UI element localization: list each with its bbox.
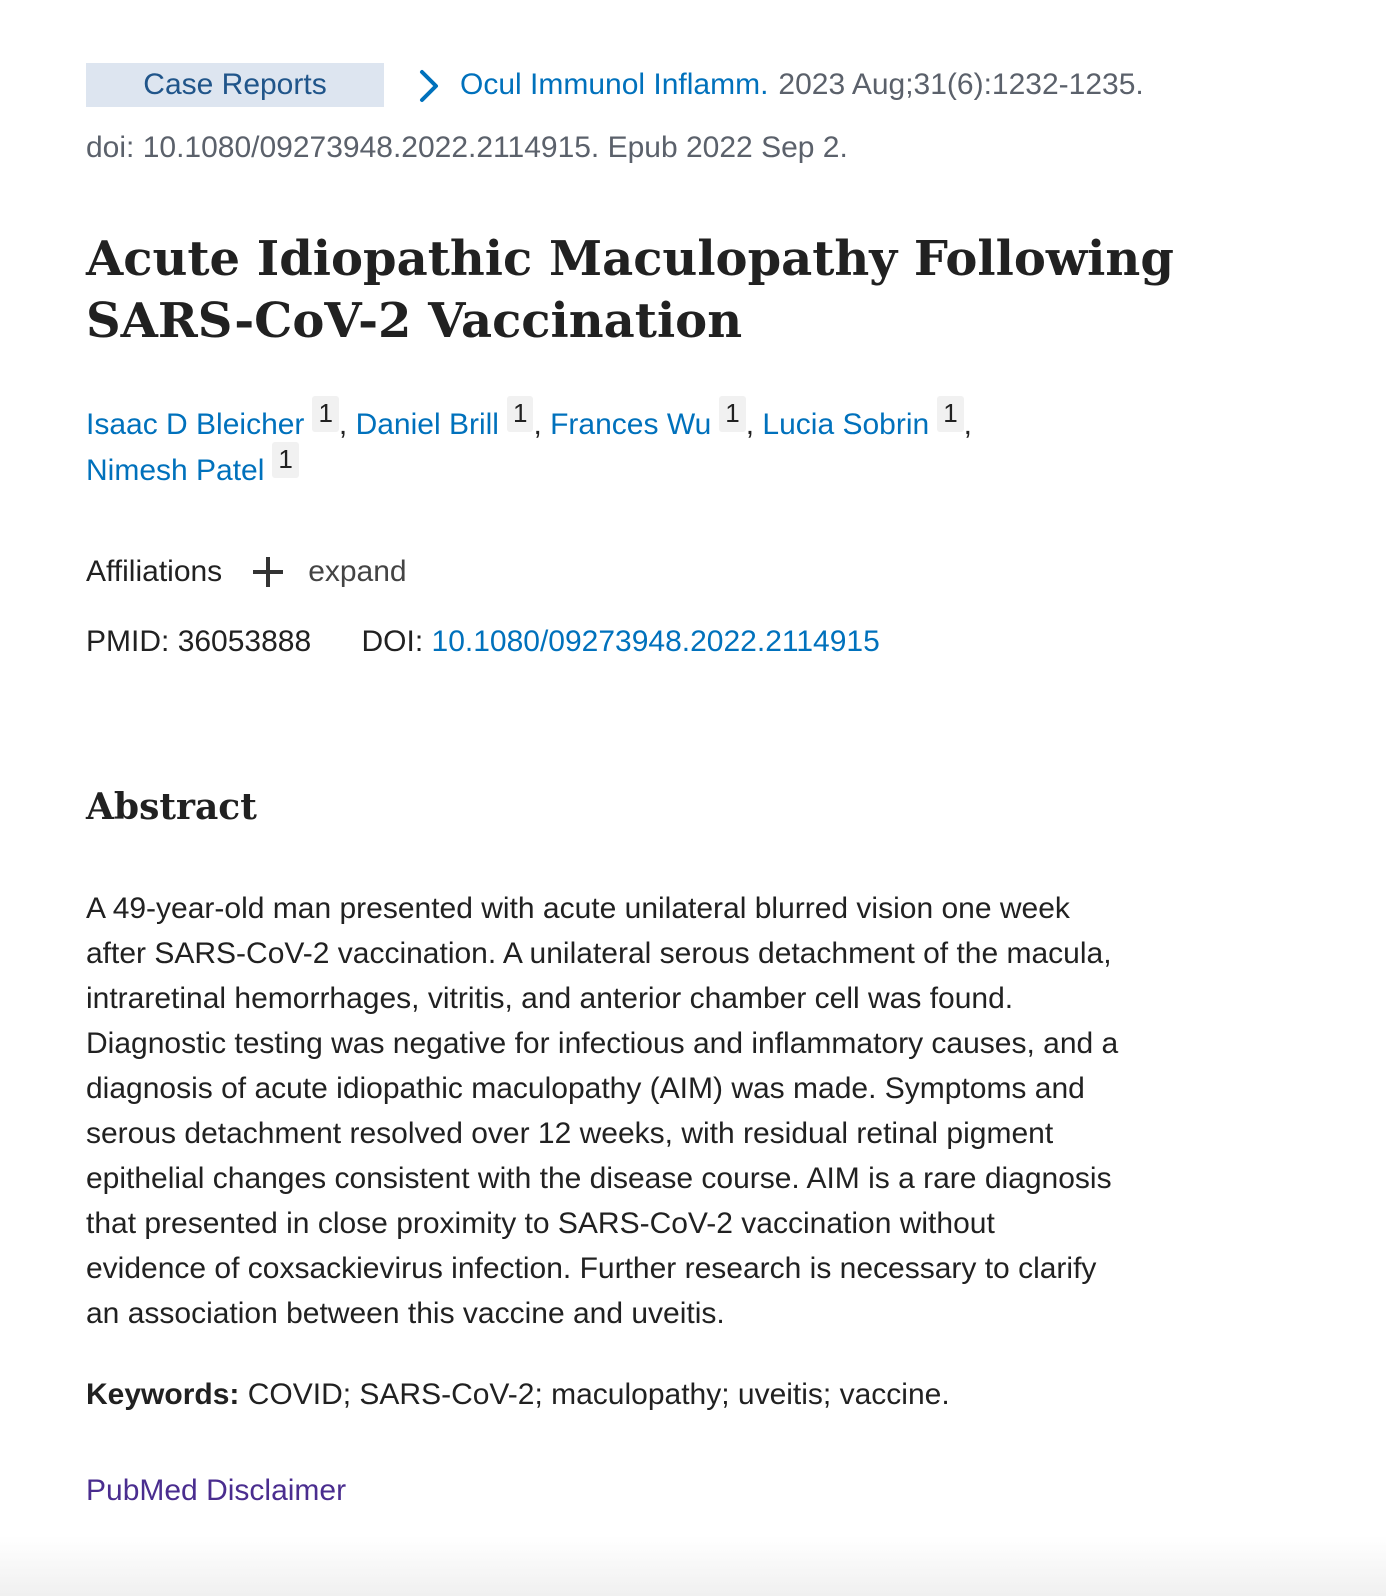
affiliation-badge[interactable]: 1: [937, 396, 963, 432]
pmid-value: 36053888: [177, 625, 312, 658]
plus-icon: [250, 554, 286, 590]
keywords-text: COVID; SARS-CoV-2; maculopathy; uveitis; vaccine.: [247, 1378, 950, 1411]
keywords-label: Keywords:: [86, 1378, 240, 1411]
affiliations-row: [86, 550, 407, 594]
author-link[interactable]: Nimesh Patel: [86, 454, 265, 487]
abstract-line: epithelial changes consistent with the disease course. AIM is a rare diagnosis: [86, 1162, 1112, 1195]
abstract-line: Diagnostic testing was negative for infectious and inflammatory causes, and a: [86, 1027, 1119, 1060]
abstract-line: that presented in close proximity to SARS-CoV-2 vaccination without: [86, 1207, 995, 1240]
pubmed-disclaimer-link[interactable]: PubMed Disclaimer: [86, 1474, 347, 1507]
abstract-line: after SARS-CoV-2 vaccination. A unilateral serous detachment of the macula,: [86, 937, 1112, 970]
author-link[interactable]: Isaac D Bleicher: [86, 408, 305, 441]
author-list: [86, 396, 1286, 488]
citation-row: [86, 62, 1286, 108]
abstract-line: diagnosis of acute idiopathic maculopathy (AIM) was made. Symptoms and: [86, 1072, 1085, 1105]
journal-link[interactable]: Ocul Immunol Inflamm.: [460, 68, 769, 101]
abstract-line: an association between this vaccine and uveitis.: [86, 1297, 725, 1330]
pmid-label: PMID:: [86, 625, 170, 658]
abstract-heading: Abstract: [86, 786, 257, 828]
citation-details: 2023 Aug;31(6):1232-1235.: [778, 68, 1144, 101]
author-line-2: [86, 442, 1286, 488]
identifiers-row: [86, 622, 880, 662]
publication-type-badge[interactable]: Case Reports: [86, 63, 384, 107]
bottom-fade: [0, 1536, 1386, 1596]
author-separator: ,: [963, 408, 973, 441]
doi-label: DOI:: [361, 625, 424, 658]
abstract-line: intraretinal hemorrhages, vitritis, and anterior chamber cell was found.: [86, 982, 1014, 1015]
affiliations-label: Affiliations: [86, 555, 223, 588]
author-link[interactable]: Frances Wu: [550, 408, 712, 441]
doi-epub-line: doi: 10.1080/09273948.2022.2114915. Epub 2022 Sep 2.: [86, 131, 848, 164]
expand-label: expand: [308, 555, 407, 588]
abstract-line: serous detachment resolved over 12 weeks, with residual retinal pigment: [86, 1117, 1054, 1150]
author-separator: ,: [533, 408, 551, 441]
author-line-1: [86, 396, 1286, 442]
abstract-line: evidence of coxsackievirus infection. Further research is necessary to clarify: [86, 1252, 1097, 1285]
chevron-right-icon: [416, 63, 444, 107]
author-link[interactable]: Daniel Brill: [355, 408, 499, 441]
affiliation-badge[interactable]: 1: [719, 396, 745, 432]
author-separator: ,: [338, 408, 356, 441]
abstract-text: [86, 886, 1286, 1336]
author-link[interactable]: Lucia Sobrin: [762, 408, 930, 441]
doi-link[interactable]: 10.1080/09273948.2022.2114915: [431, 625, 880, 658]
affiliation-badge[interactable]: 1: [272, 442, 298, 478]
abstract-line: A 49-year-old man presented with acute unilateral blurred vision one week: [86, 892, 1070, 925]
affiliation-badge[interactable]: 1: [312, 396, 338, 432]
expand-affiliations-button[interactable]: [250, 554, 406, 590]
affiliation-badge[interactable]: 1: [507, 396, 533, 432]
author-separator: ,: [745, 408, 763, 441]
article-title: Acute Idiopathic Maculopathy Following SARS-CoV-2 Vaccination: [86, 231, 1174, 349]
keywords-row: [86, 1374, 950, 1416]
